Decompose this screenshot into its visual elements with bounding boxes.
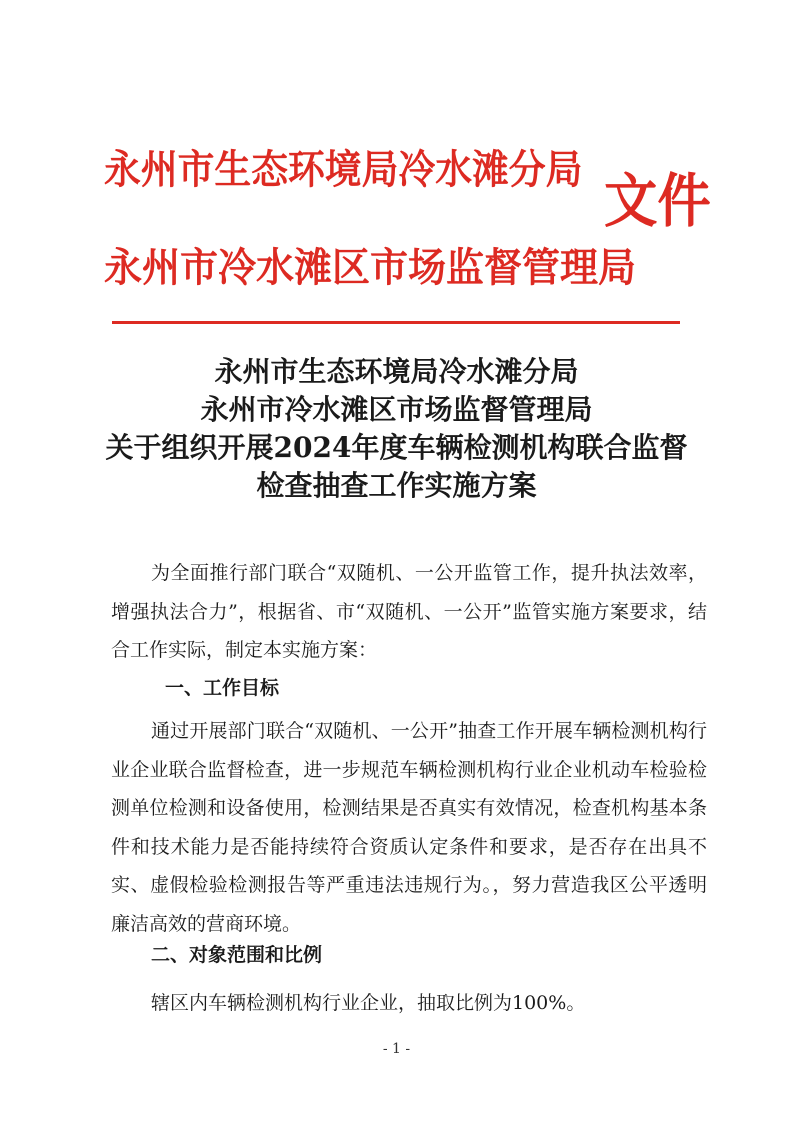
issuing-agency-2: 永州市冷水滩区市场监督管理局 xyxy=(104,244,636,291)
scope-paragraph: 辖区内车辆检测机构行业企业，抽取比例为100%。 xyxy=(151,992,586,1014)
issuing-agency-1: 永州市生态环境局冷水滩分局 xyxy=(104,146,583,193)
red-divider xyxy=(112,321,680,324)
goals-paragraph: 通过开展部门联合“双随机、一公开”抽查工作开展车辆检测机构行业企业联合监督检查，进一步规范车辆检测机构行业企业机动车检验检测单位检测和设备使用，检测结果是否真实有效情况，检查机构基本条件和技术能力是否能持续符合资质认定条件和要求，是否存在出具不实、虚假检验检测报告等严重违法违规行为。，努力营造我区公平透明廉洁高效的营商环境。 xyxy=(111,720,707,935)
title-line: 永州市冷水滩区市场监督管理局 xyxy=(200,393,593,426)
document-mark: 文件 xyxy=(604,167,711,235)
document-title xyxy=(0,355,793,510)
page-number: - 1 - xyxy=(382,1041,411,1057)
intro-paragraph: 为全面推行部门联合“双随机、一公开监管工作，提升执法效率，增强执法合力”，根据省、市“双随机、一公开”监管实施方案要求，结合工作实际，制定本实施方案： xyxy=(111,562,707,661)
section-heading-goals: 一、工作目标 xyxy=(165,677,280,699)
title-line: 检查抽查工作实施方案 xyxy=(256,469,537,502)
title-line: 关于组织开展2024年度车辆检测机构联合监督 xyxy=(105,431,688,464)
section-heading-scope: 二、对象范围和比例 xyxy=(151,944,323,966)
letterhead xyxy=(0,0,793,330)
title-line: 永州市生态环境局冷水滩分局 xyxy=(214,355,579,388)
